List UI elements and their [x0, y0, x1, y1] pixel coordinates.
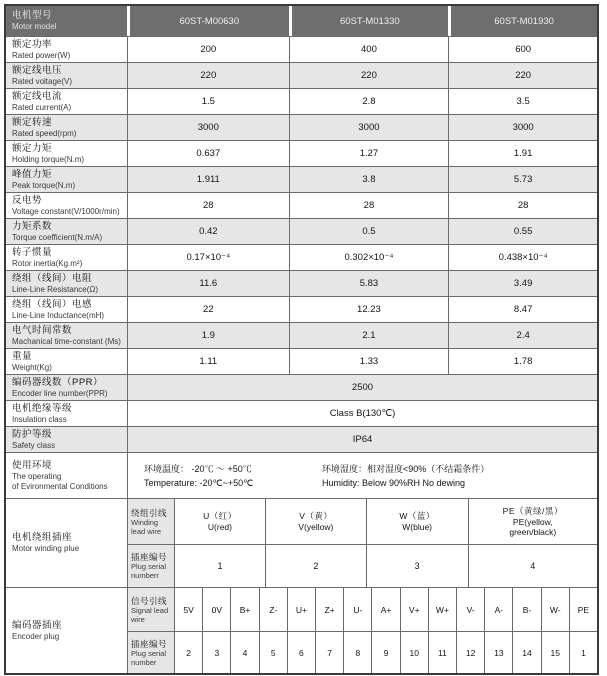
- encoder-serial-cell: 13: [484, 632, 512, 673]
- row-label-zh: 绕组（线间）电阻: [12, 272, 93, 284]
- value-cell: 1.78: [448, 349, 597, 374]
- row-encoder-line-number: [6, 374, 597, 400]
- row-label: [6, 141, 127, 166]
- encoder-serial-header: [128, 632, 174, 673]
- section-label-zh: 编码器插座: [12, 619, 63, 631]
- value-cell: 8.47: [448, 297, 597, 322]
- value-cell: 3000: [448, 115, 597, 140]
- merged-value-cell: 2500: [127, 375, 597, 400]
- encoder-serial-cell: 14: [512, 632, 540, 673]
- row-peak-torque: [6, 166, 597, 192]
- row-label-zh: 额定转速: [12, 116, 53, 128]
- encoder-serial-cell: 11: [428, 632, 456, 673]
- value-cell: 1.5: [127, 89, 289, 114]
- encoder-serial-cell: 2: [174, 632, 202, 673]
- merged-value-cell: IP64: [127, 427, 597, 452]
- row-label-zh: 额定功率: [12, 38, 53, 50]
- row-label-zh: 重量: [12, 350, 33, 362]
- encoder-serial-cell: 12: [456, 632, 484, 673]
- row-label: [6, 427, 127, 452]
- section-label: [6, 499, 127, 587]
- encoder-signal-cell: U-: [343, 588, 371, 631]
- value-cell: 5.83: [289, 271, 449, 296]
- row-label-en: Rated current(A): [12, 102, 72, 112]
- value-cell: 1.91: [448, 141, 597, 166]
- value-cell: 28: [289, 193, 449, 218]
- row-label: [6, 219, 127, 244]
- row-safety-class: [6, 426, 597, 452]
- row-label-en: Holding torque(N.m): [12, 154, 85, 164]
- value-cell: 2.1: [289, 323, 449, 348]
- encoder-signal-cell: A-: [484, 588, 512, 631]
- value-cell: 3000: [289, 115, 449, 140]
- value-cell: 200: [127, 37, 289, 62]
- row-label-zh: 电气时间常数: [12, 324, 73, 336]
- row-torque-coefficient: [6, 218, 597, 244]
- row-holding-torque: [6, 140, 597, 166]
- winding-lead-row: [128, 499, 597, 544]
- row-label-en: Machanical time-constant (Ms): [12, 336, 121, 346]
- encoder-serial-row: [128, 631, 597, 673]
- winding-lead-pe: [468, 499, 597, 544]
- row-label-en: Line-Line Inductance(mH): [12, 310, 105, 320]
- winding-serial-header: [128, 545, 174, 587]
- value-cell: 1.11: [127, 349, 289, 374]
- lead-en: PE(yellow, green/black): [509, 517, 557, 537]
- winding-serial-cell: 2: [265, 545, 366, 587]
- value-cell: 3.8: [289, 167, 449, 192]
- row-voltage-constant: [6, 192, 597, 218]
- encoder-signal-cell: W-: [541, 588, 569, 631]
- value-cell: 0.55: [448, 219, 597, 244]
- motor-spec-table: [4, 4, 599, 675]
- row-label-zh: 电机绝缘等级: [12, 402, 73, 414]
- section-label: [6, 588, 127, 673]
- sub-label-en: Signal lead wire: [131, 605, 169, 624]
- row-label-zh: 额定力矩: [12, 142, 53, 154]
- row-label-zh: 绕组（线间）电感: [12, 298, 93, 310]
- winding-lead-v: [265, 499, 366, 544]
- row-label-en: Safety class: [12, 440, 56, 450]
- environment-conditions: [127, 453, 597, 498]
- row-rated-speed: [6, 114, 597, 140]
- encoder-signal-cell: Z+: [315, 588, 343, 631]
- value-cell: 22: [127, 297, 289, 322]
- row-line-resistance: [6, 270, 597, 296]
- row-label-en: Rotor inertia(Kg.m²): [12, 258, 83, 268]
- sub-label-en: Winding lead wire: [131, 517, 162, 536]
- row-label-zh: 转子惯量: [12, 246, 53, 258]
- value-cell: 220: [127, 63, 289, 88]
- winding-serial-row: [128, 544, 597, 587]
- encoder-signal-cell: B+: [230, 588, 258, 631]
- value-cell: 28: [448, 193, 597, 218]
- model-name: 60ST-M00630: [127, 6, 289, 36]
- merged-value-cell: Class B(130℃): [127, 401, 597, 426]
- section-encoder-plug: [6, 587, 597, 673]
- value-cell: 3000: [127, 115, 289, 140]
- value-cell: 1.9: [127, 323, 289, 348]
- row-rated-current: [6, 88, 597, 114]
- value-cell: 1.911: [127, 167, 289, 192]
- row-insulation-class: [6, 400, 597, 426]
- environment-line-zh: [144, 462, 597, 476]
- row-label-en: The operating: [12, 471, 62, 481]
- section-motor-winding-plug: [6, 498, 597, 587]
- encoder-serial-cell: 3: [202, 632, 230, 673]
- row-label-en: Rated voltage(V): [12, 76, 73, 86]
- section-label-en: Encoder plug: [12, 631, 60, 641]
- header-row: [6, 6, 597, 36]
- row-label-en: Rated speed(rpm): [12, 128, 77, 138]
- env-humidity-en: Humidity: Below 90%RH No dewing: [322, 477, 466, 488]
- value-cell: 3.49: [448, 271, 597, 296]
- encoder-signal-cell: Z-: [259, 588, 287, 631]
- lead-zh: W（蓝）: [399, 511, 435, 521]
- encoder-signal-cell: W+: [428, 588, 456, 631]
- winding-serial-cell: 4: [468, 545, 597, 587]
- row-label-en: Encoder line number(PPR): [12, 388, 108, 398]
- row-label-en: Peak torque(N.m): [12, 180, 76, 190]
- value-cell: 220: [448, 63, 597, 88]
- section-label-en: Motor winding plue: [12, 544, 80, 553]
- encoder-signal-row: [128, 588, 597, 631]
- lead-zh: U（红）: [203, 511, 237, 521]
- env-humidity-zh: 环境湿度：相对湿度<90%（不结霜条件）: [322, 463, 490, 474]
- row-rotor-inertia: [6, 244, 597, 270]
- value-cell: 0.637: [127, 141, 289, 166]
- encoder-signal-cell: 0V: [202, 588, 230, 631]
- row-label-en: Weight(Kg): [12, 362, 52, 372]
- lead-en: V(yellow): [298, 522, 334, 532]
- encoder-serial-cell: 7: [315, 632, 343, 673]
- row-label-zh: 防护等级: [12, 428, 53, 440]
- row-label: [6, 401, 127, 426]
- row-label-en: Voltage constant(V/1000r/min): [12, 206, 120, 216]
- encoder-grid: [127, 588, 597, 673]
- value-cell: 0.302×10⁻⁴: [289, 245, 449, 270]
- value-cell: 2.8: [289, 89, 449, 114]
- encoder-serial-cell: 9: [371, 632, 399, 673]
- value-cell: 0.42: [127, 219, 289, 244]
- winding-lead-header: [128, 499, 174, 544]
- row-time-constant: [6, 322, 597, 348]
- sub-label-zh: 插座编号: [131, 638, 168, 649]
- sub-label-zh: 插座编号: [131, 552, 168, 562]
- lead-zh: V（黄）: [299, 511, 333, 521]
- row-label-zh: 使用环境: [12, 459, 53, 471]
- value-cell: 600: [448, 37, 597, 62]
- winding-lead-w: [366, 499, 468, 544]
- row-label: [6, 271, 127, 296]
- row-environment: [6, 452, 597, 498]
- row-label-en: of Evironmental Conditions: [12, 481, 108, 491]
- encoder-serial-cell: 4: [230, 632, 258, 673]
- header-label-cell: [6, 6, 127, 36]
- sub-label-zh: 信号引线: [131, 595, 168, 606]
- encoder-serial-cell: 6: [287, 632, 315, 673]
- encoder-serial-cell: 10: [400, 632, 428, 673]
- value-cell: 28: [127, 193, 289, 218]
- header-label-en: Motor model: [12, 22, 57, 31]
- encoder-signal-header: [128, 588, 174, 631]
- encoder-signal-cell: B-: [512, 588, 540, 631]
- encoder-signal-cell: V+: [400, 588, 428, 631]
- sub-label-en: Plug serial number: [131, 648, 167, 667]
- row-rated-power: [6, 36, 597, 62]
- model-name: 60ST-M01930: [448, 6, 597, 36]
- value-cell: 5.73: [448, 167, 597, 192]
- row-label-en: Torque coefficient(N.m/A): [12, 232, 103, 242]
- value-cell: 12.23: [289, 297, 449, 322]
- row-label-zh: 反电势: [12, 194, 43, 206]
- row-label: [6, 375, 127, 400]
- sub-label-zh: 绕组引线: [131, 507, 168, 518]
- encoder-signal-cell: PE: [569, 588, 597, 631]
- encoder-signal-cell: V-: [456, 588, 484, 631]
- env-temperature-en: Temperature: -20℃~+50℃: [144, 477, 254, 488]
- row-label: [6, 245, 127, 270]
- encoder-serial-cell: 15: [541, 632, 569, 673]
- value-cell: 1.27: [289, 141, 449, 166]
- lead-zh: PE（黄绿/黑）: [502, 506, 563, 516]
- row-label: [6, 297, 127, 322]
- encoder-serial-cell: 8: [343, 632, 371, 673]
- row-label-zh: 力矩系数: [12, 220, 53, 232]
- row-label-zh: 峰值力矩: [12, 168, 53, 180]
- lead-en: W(blue): [402, 522, 433, 532]
- encoder-signal-cell: U+: [287, 588, 315, 631]
- value-cell: 220: [289, 63, 449, 88]
- value-cell: 11.6: [127, 271, 289, 296]
- row-line-inductance: [6, 296, 597, 322]
- encoder-signal-cell: A+: [371, 588, 399, 631]
- value-cell: 400: [289, 37, 449, 62]
- row-label-zh: 编码器线数（PPR）: [12, 376, 104, 388]
- winding-lead-u: [174, 499, 265, 544]
- value-cell: 0.17×10⁻⁴: [127, 245, 289, 270]
- row-label: [6, 193, 127, 218]
- row-label-zh: 额定线电压: [12, 64, 63, 76]
- row-label: [6, 63, 127, 88]
- value-cell: 0.438×10⁻⁴: [448, 245, 597, 270]
- section-label-zh: 电机绕组插座: [12, 532, 73, 543]
- winding-grid: [127, 499, 597, 587]
- winding-serial-cell: 3: [366, 545, 468, 587]
- value-cell: 3.5: [448, 89, 597, 114]
- row-label-en: Rated power(W): [12, 50, 71, 60]
- value-cell: 2.4: [448, 323, 597, 348]
- row-label-en: Insulation class: [12, 414, 67, 424]
- environment-line-en: [144, 476, 597, 490]
- model-name: 60ST-M01330: [289, 6, 449, 36]
- row-label: [6, 323, 127, 348]
- row-label: [6, 167, 127, 192]
- header-label-zh: 电机型号: [12, 10, 53, 21]
- row-weight: [6, 348, 597, 374]
- sub-label-en: Plug serial numberr: [131, 562, 167, 580]
- row-label: [6, 349, 127, 374]
- winding-serial-cell: 1: [174, 545, 265, 587]
- row-label: [6, 453, 127, 498]
- row-label: [6, 89, 127, 114]
- encoder-serial-cell: 1: [569, 632, 597, 673]
- row-label-en: Line-Line Resistance(Ω): [12, 284, 99, 294]
- value-cell: 1.33: [289, 349, 449, 374]
- row-rated-voltage: [6, 62, 597, 88]
- encoder-serial-cell: 5: [259, 632, 287, 673]
- row-label-zh: 额定线电流: [12, 90, 63, 102]
- lead-en: U(red): [207, 522, 232, 532]
- row-label: [6, 37, 127, 62]
- encoder-signal-cell: 5V: [174, 588, 202, 631]
- value-cell: 0.5: [289, 219, 449, 244]
- row-label: [6, 115, 127, 140]
- env-temperature-zh: 环境温度： -20℃ ～ +50℃: [144, 463, 252, 474]
